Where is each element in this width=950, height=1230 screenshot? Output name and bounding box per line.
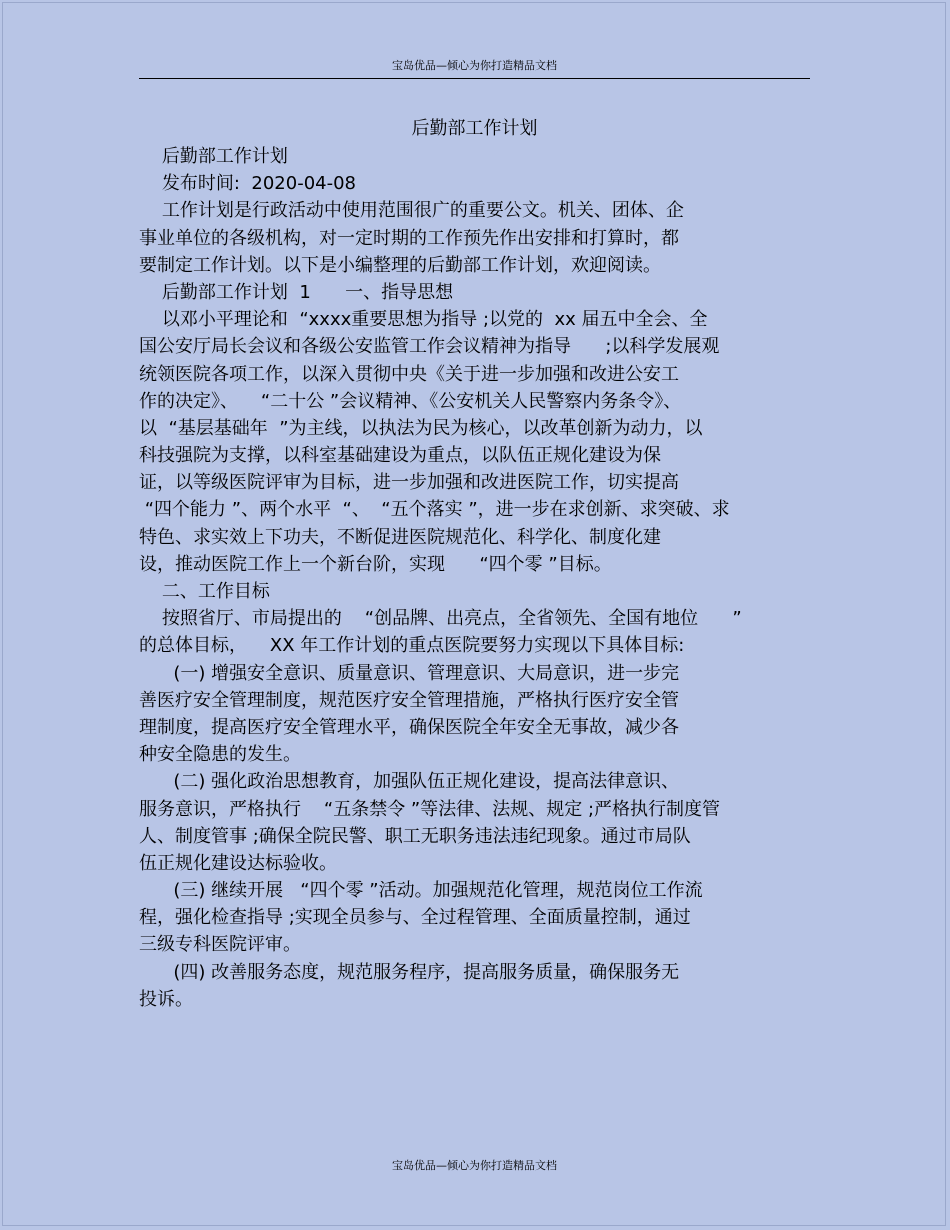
body-line: 事业单位的各级机构，对一定时期的工作预先作出安排和打算时，都 — [139, 227, 679, 249]
body-line: 以邓小平理论和 “xxxx重要思想为指导 ;以党的 xx 届五中全会、全 — [139, 309, 708, 331]
document-title: 后勤部工作计划 — [411, 118, 538, 139]
page-footer: 宝岛优品—倾心为你打造精品文档 — [392, 1159, 557, 1172]
body-line: 发布时间: 2020-04-08 — [139, 173, 357, 195]
body-line: 要制定工作计划。以下是小编整理的后勤部工作计划，欢迎阅读。 — [139, 254, 661, 276]
body-line: 特色、求实效上下功夫，不断促进医院规范化、科学化、制度化建 — [139, 526, 661, 548]
body-line: 国公安厅局长会议和各级公安监管工作会议精神为指导 ;以科学发展观 — [139, 336, 720, 358]
body-line: 后勤部工作计划 — [139, 146, 288, 167]
body-line: “四个能力 ”、两个水平 “、 “五个落实 ”，进一步在求创新、求突破、求 — [139, 499, 730, 521]
body-line: 三级专科医院评审。 — [139, 934, 301, 956]
body-line: 伍正规化建设达标验收。 — [139, 852, 337, 874]
body-line: 按照省厅、市局提出的 “创品牌、出亮点，全省领先、全国有地位 ” — [139, 608, 742, 630]
body-line: 证，以等级医院评审为目标，进一步加强和改进医院工作，切实提高 — [139, 472, 679, 494]
body-line: (二) 强化政治思想教育，加强队伍正规化建设，提高法律意识、 — [139, 771, 680, 793]
document-body — [139, 143, 810, 1013]
body-line: 理制度，提高医疗安全管理水平，确保医院全年安全无事故，减少各 — [139, 716, 679, 738]
body-line: 科技强院为支撑，以科室基础建设为重点，以队伍正规化建设为保 — [139, 445, 661, 467]
header-divider — [139, 78, 810, 79]
body-line: 的总体目标， XX 年工作计划的重点医院要努力实现以下具体目标: — [139, 635, 685, 657]
body-line: (三) 继续开展 “四个零 ”活动。加强规范化管理，规范岗位工作流 — [139, 880, 703, 902]
body-line: 服务意识，严格执行 “五条禁令 ”等法律、法规、规定 ;严格执行制度管 — [139, 798, 721, 820]
body-line: 作的决定》、 “二十公 ”会议精神、《公安机关人民警察内务条令》、 — [139, 390, 682, 412]
body-line: (一) 增强安全意识、质量意识、管理意识、大局意识，进一步完 — [139, 662, 680, 684]
body-line: 后勤部工作计划 1 一、指导思想 — [139, 281, 454, 303]
body-line: 投诉。 — [139, 988, 193, 1010]
body-line: 二、工作目标 — [139, 581, 270, 602]
body-line: 工作计划是行政活动中使用范围很广的重要公文。机关、团体、企 — [139, 200, 684, 222]
body-line: 善医疗安全管理制度，规范医疗安全管理措施，严格执行医疗安全管 — [139, 689, 679, 711]
body-line: (四) 改善服务态度，规范服务程序，提高服务质量，确保服务无 — [139, 961, 680, 983]
body-line: 人、制度管事 ;确保全院民警、职工无职务违法违纪现象。通过市局队 — [139, 825, 691, 847]
body-line: 种安全隐患的发生。 — [139, 744, 301, 766]
page-header: 宝岛优品—倾心为你打造精品文档 — [392, 59, 557, 72]
body-line: 以 “基层基础年 ”为主线，以执法为民为核心，以改革创新为动力，以 — [139, 417, 703, 439]
body-line: 统领医院各项工作，以深入贯彻中央《关于进一步加强和改进公安工 — [139, 363, 679, 385]
body-line: 程，强化检查指导 ;实现全员参与、全过程管理、全面质量控制，通过 — [139, 907, 691, 929]
body-line: 设，推动医院工作上一个新台阶，实现 “四个零 ”目标。 — [139, 553, 612, 575]
